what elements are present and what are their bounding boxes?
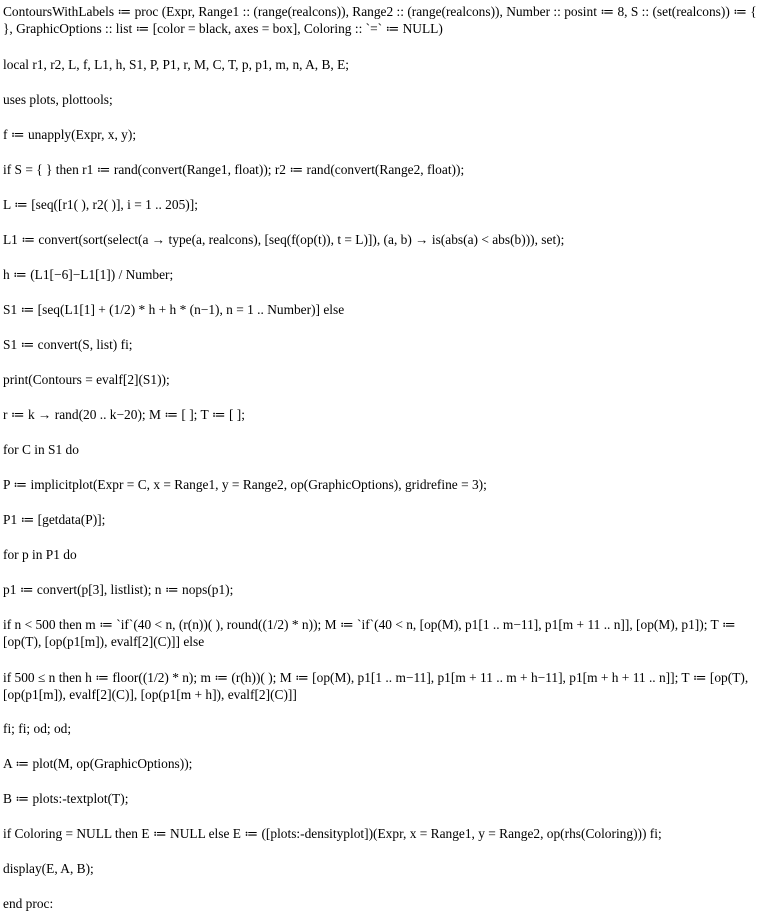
contour-levels-line: S1 ≔ [seq(L1[1] + (1/2) * h + h * (n−1), n = 1 .. Number)] else	[3, 302, 345, 317]
unapply-line: f ≔ unapply(Expr, x, y);	[3, 127, 137, 142]
end-proc-line: end proc:	[3, 896, 54, 911]
textplot-line: B ≔ plots:-textplot(T);	[3, 791, 129, 806]
if-n-less-500-line: if n < 500 then m ≔ `if`(40 < n, (r(n))( ), round((1/2) * n)); M ≔ `if`(40 < n, [op(M), p1[1 .. m−11], p1[m + 11 .. n]], [op(M), p1]); T ≔ [op(T), [op(p1[m]), evalf[2](C)]] else	[3, 617, 740, 649]
init-lists-line: r ≔ k → rand(20 .. k−20); M ≔ [ ]; T ≔ [ ];	[3, 407, 245, 422]
plot-assignment-line: A ≔ plot(M, op(GraphicOptions));	[3, 756, 193, 771]
print-contours-line: print(Contours = evalf[2](S1));	[3, 372, 170, 387]
proc-header-line: ContoursWithLabels ≔ proc (Expr, Range1 :: (range(realcons)), Range2 :: (range(realcons)), Number :: posint ≔ 8, S :: (set(realcons)) ≔ { }, GraphicOptions :: list ≔ [color = black, axes = box], Coloring :: `=` ≔ NULL)	[3, 4, 761, 36]
local-declaration-line: local r1, r2, L, f, L1, h, S1, P, P1, r, M, C, T, p, p1, m, n, A, B, E;	[3, 57, 350, 72]
display-line: display(E, A, B);	[3, 861, 94, 876]
for-c-loop-line: for C in S1 do	[3, 442, 79, 457]
getdata-line: P1 ≔ [getdata(P)];	[3, 512, 106, 527]
coloring-densityplot-line: if Coloring = NULL then E ≔ NULL else E ≔ ([plots:-densityplot])(Expr, x = Range1, y = Range2, op(rhs(Coloring))) fi;	[3, 826, 662, 841]
implicitplot-line: P ≔ implicitplot(Expr = C, x = Range1, y = Range2, op(GraphicOptions), gridrefine = 3);	[3, 477, 487, 492]
if-set-empty-line: if S = { } then r1 ≔ rand(convert(Range1, float)); r2 ≔ rand(convert(Range2, float));	[3, 162, 465, 177]
if-n-greater-500-line: if 500 ≤ n then h ≔ floor((1/2) * n); m ≔ (r(h))( ); M ≔ [op(M), p1[1 .. m−11], p1[m + 11 .. m + h−11], p1[m + h + 11 .. n]]; T ≔ [op(T), [op(p1[m]), evalf[2](C)], [op(p1[m + h]), evalf[2](C)]]	[3, 670, 752, 702]
close-blocks-line: fi; fi; od; od;	[3, 721, 72, 736]
random-points-line: L ≔ [seq([r1( ), r2( )], i = 1 .. 205)];	[3, 197, 198, 212]
for-p-loop-line: for p in P1 do	[3, 547, 77, 562]
sorted-values-line: L1 ≔ convert(sort(select(a → type(a, realcons), [seq(f(op(t)), t = L)]), (a, b) → is(abs(a) < abs(b))), set);	[3, 232, 565, 247]
convert-listlist-line: p1 ≔ convert(p[3], listlist); n ≔ nops(p1);	[3, 582, 234, 597]
step-size-line: h ≔ (L1[−6]−L1[1]) / Number;	[3, 267, 174, 282]
convert-set-line: S1 ≔ convert(S, list) fi;	[3, 337, 133, 352]
uses-line: uses plots, plottools;	[3, 92, 113, 107]
